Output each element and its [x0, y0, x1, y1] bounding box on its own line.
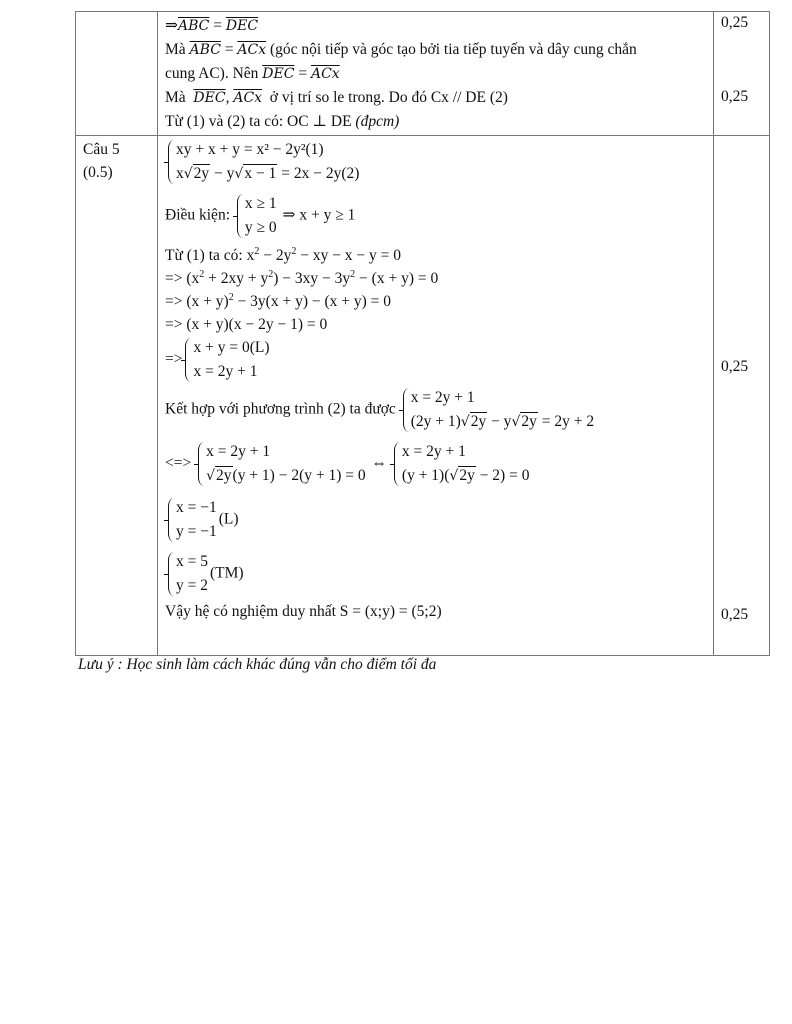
system-of-equations: xy + x + y = x² − 2y²(1) x√2y − y√x − 1 = 2x − 2y(2): [165, 138, 706, 192]
conclusion-line: Vậy hệ có nghiệm duy nhất S = (x;y) = (5;2): [165, 603, 442, 620]
score-value: 0,25: [721, 88, 749, 105]
solution-cell: [158, 136, 714, 656]
root-case-1: x = −1 y = −1 (L): [165, 496, 706, 550]
solution-line: => (x + y)(x − 2y − 1) = 0: [165, 316, 328, 333]
score-value: 0,25: [721, 14, 749, 31]
condition-line: Điều kiện: x ≥ 1 y ≥ 0 ⇒ x + y ≥ 1: [165, 192, 706, 242]
question-cell: [76, 12, 158, 136]
combine-line: Kết hợp với phương trình (2) ta được x = 2y + 1 (2y + 1)√2y − y√2y = 2y + 2: [165, 386, 706, 440]
solution-line: => $(x + y)^2 - 3y(x + y) - (x + y) = 0$: [165, 292, 392, 310]
score-cell: [714, 136, 770, 656]
solution-line: Từ (1) và (2) ta có: OC ⊥ DE (đpcm): [165, 113, 400, 130]
answer-table: [75, 11, 770, 656]
case-split: => x + y = 0(L) x = 2y + 1: [165, 336, 706, 386]
question-label: Câu 5: [83, 141, 120, 158]
solution-line: cung AC). Nên $\overline{DEC} = \overline{ACx}$: [165, 65, 340, 82]
solution-line: Mà $\overline{ABC} = \overline{ACx}$ (góc nội tiếp và góc tạo bởi tia tiếp tuyến và dây cung chắn: [165, 41, 637, 58]
solution-cell: [158, 12, 714, 136]
solution-line: Mà $\overline{DEC}$, $\overline{ACx}$ ở vị trí so le trong. Do đó Cx // DE (2): [165, 89, 508, 106]
footnote: Lưu ý : Học sinh làm cách khác đúng vẫn cho điểm tối đa: [78, 656, 437, 673]
score-cell: [714, 12, 770, 136]
root-case-2: x = 5 y = 2 (TM): [165, 550, 706, 600]
question-points: (0.5): [83, 164, 113, 181]
solution-line: => $(x^2 + 2xy + y^2) - 3xy - 3y^2 - (x + y) = 0$: [165, 269, 439, 287]
score-value: 0,25: [721, 606, 749, 623]
solution-line: Từ (1) ta có: $x^2 - 2y^2$ − xy − x − y = 0: [165, 246, 402, 264]
equivalence-line: <=> x = 2y + 1 √2y(y + 1) − 2(y + 1) = 0 ⇔ x = 2y + 1 (y + 1)(√2y − 2) = 0: [165, 440, 706, 496]
table-row: [76, 12, 770, 136]
question-cell: [76, 136, 158, 656]
table-row: [76, 136, 770, 656]
score-value: 0,25: [721, 358, 749, 375]
solution-line: $\Rightarrow\overline{ABC} = \overline{DEC}$: [165, 17, 259, 34]
